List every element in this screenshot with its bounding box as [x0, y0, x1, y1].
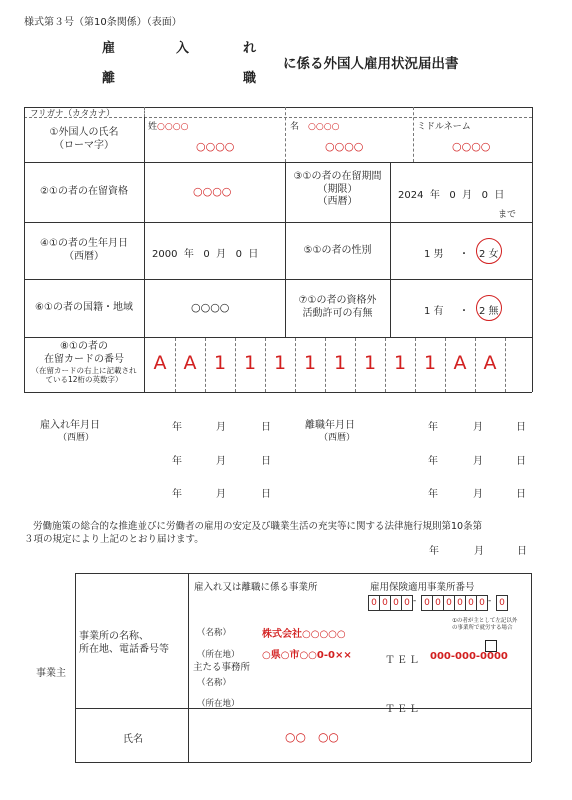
surname-heading: [148, 119, 188, 132]
leave-date-y-label: 年: [428, 489, 438, 500]
sex-selected-circle: [476, 238, 502, 264]
period-label-line2: （期限）: [317, 183, 358, 195]
sex-option-male[interactable]: 1 男: [424, 249, 444, 260]
hire-date-y-label: 年: [172, 489, 182, 500]
header-hire-char-1: 雇: [102, 41, 116, 56]
leave-date-m-label: 月: [473, 489, 483, 500]
permission-label-line1: ⑦①の者の資格外: [298, 295, 377, 306]
birth-day-label: 日: [248, 249, 259, 260]
insurance-digit-box[interactable]: 0: [421, 595, 433, 611]
name-label: [24, 127, 144, 152]
office-name-value[interactable]: 株式会社○○○○○: [262, 629, 346, 640]
card-number-label: [24, 341, 144, 385]
card-char-cell[interactable]: 1: [423, 352, 437, 374]
insurance-digit-box[interactable]: 0: [454, 595, 466, 611]
hire-date-m-label: 月: [216, 422, 226, 433]
given-marks: ○○○○: [308, 122, 340, 132]
sex-separator: ・: [459, 249, 469, 260]
card-note-line1: （在留カードの右上に記載され: [31, 366, 137, 375]
office-tel-value[interactable]: 000-000-0000: [430, 651, 508, 662]
owner-name-label: 氏名: [123, 734, 143, 745]
name-label-line2: （ローマ字）: [54, 139, 114, 151]
insurance-digit-box[interactable]: 0: [379, 595, 391, 611]
given-value[interactable]: ○○○○: [325, 140, 364, 153]
leave-date-sub: （西暦）: [319, 433, 356, 443]
main-office-label: 主たる事務所: [193, 662, 251, 673]
birth-label-line2: （西暦）: [64, 250, 104, 262]
leave-date-y-label: 年: [428, 422, 438, 433]
card-char-cell[interactable]: 1: [363, 352, 377, 374]
hire-date-d-label: 日: [261, 456, 271, 467]
hire-date-d-label: 日: [261, 489, 271, 500]
insurance-dash: -: [413, 596, 417, 606]
middle-name-label: ミドルネーム: [417, 122, 471, 132]
form-title: に係る外国人雇用状況届出書: [283, 56, 459, 72]
birth-year-label: 年: [183, 249, 194, 260]
office-address-label: （所在地）: [197, 650, 240, 660]
other-office-note: [452, 618, 517, 632]
card-char-cell[interactable]: A: [453, 352, 467, 374]
other-office-note-line2: の事業所で就労する場合: [452, 624, 513, 631]
header-hire-char-2: 入: [176, 41, 190, 56]
insurance-digit-box[interactable]: 0: [368, 595, 380, 611]
period-until: まで: [498, 210, 517, 220]
permission-separator: ・: [459, 306, 469, 317]
period-year-label: 年: [429, 190, 440, 201]
office-name-label-line1: 事業所の名称、: [79, 631, 149, 642]
leave-date-d-label: 日: [516, 422, 526, 433]
leave-date-y-label: 年: [428, 456, 438, 467]
surname-value[interactable]: ○○○○: [196, 140, 235, 153]
main-office-name-label: （名称）: [197, 678, 232, 688]
name-label-line1: ①外国人の氏名: [49, 127, 119, 138]
hire-date-m-label: 月: [216, 489, 226, 500]
hire-date-d-label: 日: [261, 422, 271, 433]
header-leave-char-2: 職: [243, 71, 257, 86]
submit-year-label: 年: [429, 546, 439, 557]
birth-label: [24, 238, 144, 263]
leave-date-m-label: 月: [473, 422, 483, 433]
period-day-label: 日: [494, 190, 505, 201]
given-heading: [290, 119, 339, 132]
hire-date-sub: （西暦）: [58, 433, 95, 443]
period-label-line1: ③①の者の在留期間: [293, 171, 382, 182]
card-label-line1: ⑧①の者の: [60, 341, 108, 352]
birth-date[interactable]: [152, 245, 258, 260]
status-label: ②①の者の在留資格: [40, 186, 128, 197]
period-day: 0: [481, 190, 489, 201]
permission-selected-circle: [476, 295, 502, 321]
insurance-dash: -: [488, 596, 492, 606]
form-number: 様式第３号（第10条関係）（表面）: [24, 17, 182, 28]
insurance-digit-box[interactable]: 0: [390, 595, 402, 611]
permission-option-yes[interactable]: 1 有: [424, 306, 444, 317]
insurance-digit-box[interactable]: 0: [496, 595, 508, 611]
leave-date-label: 離職年月日: [305, 420, 355, 431]
birth-month: 0: [203, 249, 210, 260]
status-value[interactable]: ○○○○: [193, 185, 232, 198]
card-char-cell[interactable]: 1: [393, 352, 407, 374]
office-tel-label: ＴＥＬ: [385, 655, 421, 666]
birth-day: 0: [235, 249, 243, 260]
card-char-cell[interactable]: 1: [273, 352, 287, 374]
middle-name-value[interactable]: ○○○○: [452, 140, 491, 153]
insurance-digit-box[interactable]: 0: [432, 595, 444, 611]
card-label-line2: 在留カードの番号: [44, 353, 124, 365]
insurance-number-label: 雇用保険適用事業所番号: [370, 582, 475, 593]
leave-date-d-label: 日: [516, 489, 526, 500]
card-char-cell[interactable]: A: [183, 352, 197, 374]
surname-label: 姓: [148, 122, 158, 132]
office-address-value[interactable]: ○県○市○○0-0××: [262, 650, 352, 661]
period-year: 2024: [398, 190, 424, 201]
hire-date-y-label: 年: [172, 422, 182, 433]
office-name-field-label: （名称）: [197, 628, 232, 638]
period-label-line3: （西暦）: [317, 196, 358, 207]
owner-name-value[interactable]: ○○ ○○: [285, 730, 339, 744]
main-office-address-label: （所在地）: [197, 699, 240, 709]
other-office-note-line1: ①の者が主として左記以外: [452, 618, 518, 624]
header-hire-char-3: れ: [243, 41, 257, 56]
sex-option-female[interactable]: 2 女: [479, 249, 499, 260]
leave-date-d-label: 日: [516, 456, 526, 467]
card-char-cell[interactable]: 1: [303, 352, 317, 374]
card-char-cell[interactable]: A: [483, 352, 497, 374]
birth-year: 2000: [152, 249, 178, 260]
submit-day-label: 日: [517, 546, 527, 557]
nationality-value[interactable]: ○○○○: [191, 301, 230, 314]
insurance-digit-box[interactable]: 0: [476, 595, 488, 611]
office-section-title: 雇入れ又は離職に係る事業所: [194, 582, 318, 593]
surname-marks: ○○○○: [157, 122, 189, 132]
main-office-tel-label: ＴＥＬ: [385, 704, 421, 715]
insurance-digit-box[interactable]: 0: [401, 595, 413, 611]
birth-month-label: 月: [216, 249, 227, 260]
birth-label-line1: ④①の者の生年月日: [40, 238, 128, 249]
declaration-line1: 労働施策の総合的な推進並びに労働者の雇用の安定及び職業生活の充実等に関する法律施行規則第10条第: [33, 521, 483, 532]
period-label: [285, 171, 390, 209]
card-char-cell[interactable]: 1: [333, 352, 347, 374]
employer-section-label: 事業主: [36, 668, 66, 679]
permission-label: [285, 295, 390, 320]
leave-date-m-label: 月: [473, 456, 483, 467]
card-note-line2: ている12桁の英数字）: [45, 375, 123, 385]
period-month-label: 月: [462, 190, 473, 201]
hire-date-label: 雇入れ年月日: [40, 420, 100, 431]
given-label: 名: [290, 122, 300, 132]
header-leave-char-1: 離: [102, 71, 116, 86]
card-char-cell[interactable]: A: [153, 352, 167, 374]
declaration-line2: ３項の規定により上記のとおり届けます。: [24, 534, 204, 545]
hire-date-y-label: 年: [172, 456, 182, 467]
hire-date-m-label: 月: [216, 456, 226, 467]
submit-month-label: 月: [474, 546, 484, 557]
nationality-label: ⑥①の者の国籍・地域: [35, 302, 133, 313]
sex-label: ⑤①の者の性別: [303, 245, 372, 256]
period-month: 0: [449, 190, 456, 201]
card-char-cell[interactable]: 1: [243, 352, 257, 374]
period-date[interactable]: [398, 186, 504, 201]
office-name-label: [79, 630, 169, 656]
insurance-digit-box[interactable]: 0: [465, 595, 477, 611]
card-char-cell[interactable]: 1: [213, 352, 227, 374]
office-name-label-line2: 所在地、電話番号等: [79, 644, 169, 655]
permission-label-line2: 活動許可の有無: [302, 307, 373, 319]
permission-option-no[interactable]: 2 無: [479, 306, 499, 317]
furigana-label: フリガナ（カタカナ）: [30, 109, 115, 119]
insurance-digit-box[interactable]: 0: [443, 595, 455, 611]
